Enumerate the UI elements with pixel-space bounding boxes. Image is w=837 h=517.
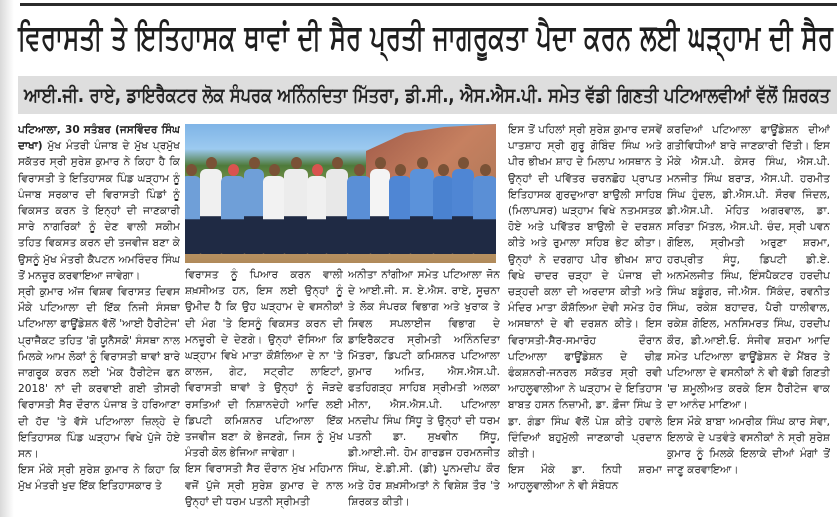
paragraph: ਇਸ ਤੋਂ ਪਹਿਲਾਂ ਸ੍ਰੀ ਸੁਰੇਸ਼ ਕੁਮਾਰ ਦਸਵੇਂ ਪਾਤਸ਼ਾਹ ਸ੍ਰੀ ਗੁਰੂ ਗੋਬਿੰਦ ਸਿੰਘ ਅਤੇ ਪੀਰ ਭੀਖਮ ਸ਼ਾਹ ਦੇ ਮਿਲਾਪ ਅਸਥਾਨ ਤੇ ਉਨ੍ਹਾਂ ਦੀ ਪਵਿੱਤਰ ਚਰਨਛੋਹ ਪ੍ਰਾਪਤ ਇਤਿਹਾਸਕ ਗੁਰਦੁਆਰਾ ਬਾਉਲੀ ਸਾਹਿਬ (ਮਿਲਾਪਸਰ) ਘੜ੍ਹਾਮ ਵਿਖੇ ਨਤਮਸਤਕ ਹੋਏ ਅਤੇ ਪਵਿੱਤਰ ਬਾਉਲੀ ਦੇ ਦਰਸ਼ਨ ਕੀਤੇ ਅਤੇ ਰੁਮਾਲਾ ਸਹਿਬ ਭੇਟ ਕੀਤਾ। ਉਨ੍ਹਾਂ ਨੇ ਦਰਗਾਹ ਪੀਰ ਭੀਖਮ ਸ਼ਾਹ ਵਿਖੇ ਚਾਦਰ ਚੜ੍ਹਾ ਦੇ ਪੰਜਾਬ ਦੀ ਚੜ੍ਹਦੀ ਕਲਾ ਦੀ ਅਰਦਾਸ ਕੀਤੀ ਅਤੇ ਮੰਦਿਰ ਮਾਤਾ ਕੌਸ਼ੱਲਿਆ ਦੇਵੀ ਸਮੇਤ ਹੋਰ ਅਸਥਾਨਾਂ ਦੇ ਵੀ ਦਰਸ਼ਨ ਕੀਤੇ। ਇਸ ਵਿਰਾਸਤੀ-ਸੈਰ-ਸਮਾਰੋਹ ਦੌਰਾਨ ਪਟਿਆਲਾ ਫਾਊਂਡੇਸ਼ਨ ਦੇ ਚੀਫ਼ ਫੰਕਸ਼ਨਰੀ-ਜਨਰਲ ਸਕੱਤਰ ਸ੍ਰੀ ਰਵੀ ਆਹਲੂਵਾਲੀਆ ਨੇ ਘੜ੍ਹਾਮ ਦੇ ਇਤਿਹਾਸ ਬਾਬਤ ਹਸਨ ਨਿਜ਼ਾਮੀ, ਡਾ. ਫ਼ੌਜਾ ਸਿੰਘ ਤੇ ਡਾ. ਗੰਡਾ ਸਿੰਘ ਵੱਲੋਂ ਪੇਸ਼ ਕੀਤੇ ਹਵਾਲੇ ਦਿੰਦਿਆਂ ਬਹੁਮੁੱਲੀ ਜਾਣਕਾਰੀ ਪ੍ਰਦਾਨ ਕੀਤੀ। (508, 124, 662, 461)
photo-person-figure (221, 176, 245, 254)
paragraph: ਵਿਰਾਸਤ ਨੂੰ ਪਿਆਰ ਕਰਨ ਵਾਲੀ ਸ਼ਖ਼ਸੀਅਤ ਹਨ, ਇਸ ਲਈ ਉਨ੍ਹਾਂ ਨੂੰ ਉਮੀਦ ਹੈ ਕਿ ਉਹ ਘੜ੍ਹਾਮ ਦੇ ਵਸਨੀਕਾਂ ਦੀ ਮੰਗ 'ਤੇ ਇਸਨੂੰ ਵਿਕਸਤ ਕਰਨ ਦੀ ਮਨਜ਼ੂਰੀ ਦੇ ਦੇਣਗੇ। ਉਨ੍ਹਾਂ ਦੱਸਿਆ ਕਿ ਘੜ੍ਹਾਮ ਵਿਖੇ ਮਾਤਾ ਕੌਸ਼ੱਲਿਆ ਦੇ ਨਾ 'ਤੇ ਕਾਲਜ, ਗੇਟ, ਸਟ੍ਰੀਟ ਲਾਇਟਾਂ, ਵਿਰਾਸਤੀ ਥਾਵਾਂ ਤੇ ਉਨ੍ਹਾਂ ਨੂੰ ਜੋੜਦੇ ਰਸਤਿਆਂ ਦੀ ਨਿਸ਼ਾਨਦੇਹੀ ਆਦਿ ਲਈ ਡਿਪਟੀ ਕਮਿਸ਼ਨਰ ਪਟਿਆਲਾ ਇੱਕ ਤਜਵੀਜ ਬਣਾ ਕੇ ਭੇਜਣਗੇ, ਜਿਸ ਨੂੰ ਮੁੱਖ ਮੰਤਰੀ ਕੋਲ ਭੇਜਿਆ ਜਾਵੇਗਾ। (185, 269, 343, 460)
photo-person-head (480, 164, 491, 176)
article-photo (185, 124, 496, 263)
top-rule-divider (20, 3, 837, 6)
photo-crowd (185, 154, 496, 254)
photo-person-head (438, 164, 449, 176)
photo-person-figure (433, 176, 453, 254)
photo-person-figure (326, 169, 348, 254)
paragraph (18, 122, 180, 284)
paragraph: ਇਸ ਵਿਰਾਸਤੀ ਸੈਰ ਦੌਰਾਨ ਮੁੱਖ ਮਹਿਮਾਨ ਵਜੋਂ ਪੁੱਜੇ ਸ੍ਰੀ ਸੁਰੇਸ਼ ਕੁਮਾਰ ਦੇ ਨਾਲ ਉਨ੍ਹਾਂ ਦੀ ਧਰਮ ਪਤਨੀ ਸ੍ਰੀਮਤੀ (185, 463, 343, 508)
photo-person-figure (284, 169, 308, 254)
headline: ਵਿਰਾਸਤੀ ਤੇ ਇਤਿਹਾਸਕ ਥਾਵਾਂ ਦੀ ਸੈਰ ਪ੍ਰਤੀ ਜਾਗਰੂਕਤਾ ਪੈਦਾ ਕਰਨ ਲਈ ਘੜ੍ਹਾਮ ਦੀ ਸੈਰ (18, 18, 834, 58)
article-column-4 (508, 122, 662, 517)
article-column-3 (348, 267, 500, 517)
photo-person-figure (389, 176, 411, 254)
paragraph: ਇਸ ਮੌਕੇ ਬਾਬਾ ਅਮਰੀਕ ਸਿੰਘ ਕਾਰ ਸੇਵਾ, ਇਲਾਕੇ ਦੇ ਪਤਵੰਤੇ ਵਸਨੀਕਾਂ ਨੇ ਸ੍ਰੀ ਸੁਰੇਸ਼ ਕੁਮਾਰ ਨੂੰ ਮਿਲਕੇ ਇਲਾਕੇ ਦੀਆਂ ਮੰਗਾਂ ਤੋਂ ਜਾਣੂ ਕਰਵਾਇਆ। (667, 415, 830, 477)
paragraph: ਇਸ ਮੌਕੇ ਡਾ. ਨਿਧੀ ਸ਼ਰਮਾ ਆਹਲੂਵਾਲੀਆ ਨੇ ਵੀ ਸੰਬੋਧਨ (508, 464, 662, 493)
photo-person-head (354, 164, 365, 176)
photo-person-figure (452, 169, 474, 254)
photo-person-head (458, 157, 469, 169)
photo-person-figure (185, 176, 201, 254)
article-column-5 (667, 122, 830, 517)
photo-person-head (417, 157, 428, 169)
paragraph-text: ਮੁੱਖ ਮੰਤਰੀ ਪੰਜਾਬ ਦੇ ਮੁੱਖ ਪ੍ਰਮੁੱਖ ਸਕੱਤਰ ਸ੍ਰੀ ਸੁਰੇਸ਼ ਕੁਮਾਰ ਨੇ ਕਿਹਾ ਹੈ ਕਿ ਵਿਰਾਸਤੀ ਤੇ ਇਤਿਹਾਸਕ ਪਿੰਡ ਘੜ੍ਹਾਮ ਨੂੰ ਪੰਜਾਬ ਸਰਕਾਰ ਦੀ ਵਿਰਾਸਤੀ ਪਿੰਡਾਂ ਨੂੰ ਵਿਕਸਤ ਕਰਨ ਤੇ ਇਨ੍ਹਾਂ ਦੀ ਜਾਣਕਾਰੀ ਸਾਰੇ ਨਾਗਰਿਕਾਂ ਨੂੰ ਦੇਣ ਵਾਲੀ ਸਕੀਮ ਤਹਿਤ ਵਿਕਸਤ ਕਰਨ ਦੀ ਤਜਵੀਜ ਬਣਾ ਕੇ ਉਸਨੂੰ ਮੁੱਖ ਮੰਤਰੀ ਕੈਪਟਨ ਅਮਰਿੰਦਰ ਸਿੰਘ ਤੋਂ ਮਨਜ਼ੂਰ ਕਰਵਾਇਆ ਜਾਵੇਗਾ। (18, 140, 180, 282)
paragraph: ਕਰਦਿਆਂ ਪਟਿਆਲਾ ਫਾਊਂਡੇਸ਼ਨ ਦੀਆਂ ਗਤੀਵਿਧੀਆਂ ਬਾਰੇ ਜਾਣਕਾਰੀ ਦਿੱਤੀ। ਇਸ ਮੌਕੇ ਐਸ.ਪੀ. ਕੇਸਰ ਸਿੰਘ, ਐਸ.ਪੀ. ਮਨਜੀਤ ਸਿੰਘ ਬਰਾੜ, ਐਸ.ਪੀ. ਹਰਮੀਤ ਸਿੰਘ ਹੁੰਦਲ, ਡੀ.ਐਸ.ਪੀ. ਸੌਰਵ ਜਿੰਦਲ, ਡੀ.ਐਸ.ਪੀ. ਮੋਹਿਤ ਅਗਰਵਾਲ, ਡਾ. ਸਰਿਤਾ ਮਿੱਤਲ, ਐਸ.ਪੀ. ਚੰਦ, ਸ੍ਰੀ ਪਵਨ ਗੋਇਲ, ਸ੍ਰੀਮਤੀ ਅਰੁਣਾ ਸ਼ਰਮਾ, ਹਰਪ੍ਰੀਤ ਸੰਧੂ, ਡਿਪਟੀ ਡੀ.ਏ. ਅਨਮੋਲਜੀਤ ਸਿੰਘ, ਇੰਸਪੈਕਟਰ ਹਰਦੀਪ ਸਿੰਘ ਬਡੂੰਗਰ, ਜੀ.ਐਸ. ਸਿੱਕੰਦ, ਰਵਨੀਤ ਸਿੰਘ, ਰਕੇਸ਼ ਬਹਾਦਰ, ਪੈਰੀ ਧਾਲੀਵਾਲ, ਰਕੇਸ਼ ਗੋਇਲ, ਮਨਸਿਮਰਤ ਸਿੰਘ, ਹਰਦੀਪ ਕੌਰ, ਡੀ.ਆਈ.ਓ. ਸੰਜੀਵ ਸ਼ਰਮਾ ਆਦਿ ਸਮੇਤ ਪਟਿਆਲਾ ਫਾਊਂਡੇਸ਼ਨ ਦੇ ਮੈਂਬਰ ਤੇ ਪਟਿਆਲਾ ਦੇ ਵਸਨੀਕਾਂ ਨੇ ਵੀ ਵੱਡੀ ਗਿਣਤੀ 'ਚ ਸ਼ਮੂਲੀਅਤ ਕਰਕੇ ਇਸ ਹੈਰੀਟੇਜ ਵਾਕ ਦਾ ਆਨੰਦ ਮਾਣਿਆ। (667, 124, 830, 412)
photo-person-head (291, 157, 302, 169)
photo-person-figure (473, 176, 496, 254)
photo-person-head (249, 157, 260, 169)
photo-person-figure (263, 176, 285, 254)
photo-person-head (186, 164, 197, 176)
photo-person-figure (410, 169, 434, 254)
photo-person-figure (244, 169, 264, 254)
photo-person-figure (347, 176, 371, 254)
photo-person-figure (307, 176, 327, 254)
paragraph: ਇਸ ਮੌਕੇ ਸ੍ਰੀ ਸੁਰੇਸ਼ ਕੁਮਾਰ ਨੇ ਕਿਹਾ ਕਿ ਮੁੱਖ ਮੰਤਰੀ ਖੁਦ ਇੱਕ ਇਤਿਹਾਸਕਾਰ ਤੇ (18, 464, 180, 493)
paragraph: ਅਨੀਤਾ ਨਾਂਗੀਆ ਸਮੇਤ ਪਟਿਆਲਾ ਜੋਨ ਦੇ ਆਈ.ਜੀ. ਸ. ਏ.ਐਸ. ਰਾਏ, ਸੂਚਨਾ ਤੇ ਲੋਕ ਸੰਪਰਕ ਵਿਭਾਗ ਅਤੇ ਖੁਰਾਕ ਤੇ ਸਿਵਲ ਸਪਲਾਈਜ ਵਿਭਾਗ ਦੇ ਡਾਇਰੈਕਟਰ ਸ੍ਰੀਮਤੀ ਅਨਿੰਨਦਿਤਾ ਮਿੱਤਰਾ, ਡਿਪਟੀ ਕਮਿਸ਼ਨਰ ਪਟਿਆਲਾ ਕੁਮਾਰ ਅਮਿਤ, ਐਸ.ਐਸ.ਪੀ. ਫਤਹਿਗੜ੍ਹ ਸਾਹਿਬ ਸ੍ਰੀਮਤੀ ਅਲਕਾ ਮੀਨਾ, ਐਸ.ਐਸ.ਪੀ. ਪਟਿਆਲਾ ਮਨਦੀਪ ਸਿੰਘ ਸਿੱਧੂ ਤੇ ਉਨ੍ਹਾਂ ਦੀ ਧਰਮ ਪਤਨੀ ਡਾ. ਸੁਖਵੀਨ ਸਿੱਧੂ, ਡੀ.ਆਈ.ਜੀ. ਹੋਮ ਗਾਰਡਜ ਹਰਮਨਜੀਤ ਸਿੰਘ, ਏ.ਡੀ.ਸੀ. (ਡੀ) ਪੂਨਮਦੀਪ ਕੌਰ ਅਤੇ ਹੋਰ ਸ਼ਖ਼ਸੀਅਤਾਂ ਨੇ ਵਿਸ਼ੇਸ਼ ਤੌਰ 'ਤੇ ਸ਼ਿਰਕਤ ਕੀਤੀ। (348, 269, 500, 508)
photo-person-figure (200, 169, 222, 254)
paragraph: ਸ੍ਰੀ ਕੁਮਾਰ ਅੱਜ ਵਿਸ਼ਵ ਵਿਰਾਸਤ ਦਿਵਸ ਮੌਕੇ ਪਟਿਆਲਾ ਦੀ ਇੱਕ ਨਿਜੀ ਸੰਸਥਾ ਪਟਿਆਲਾ ਫਾਊਂਡੇਸ਼ਨ ਵੱਲੋਂ 'ਆਈ ਹੈਰੀਟੇਜ' ਪ੍ਰਾਜੈਕਟ ਤਹਿਤ 'ਗੋ ਯੂਨੈਸਕੋ' ਸੰਸਥਾ ਨਾਲ ਮਿਲਕੇ ਆਮ ਲੋਕਾਂ ਨੂੰ ਵਿਰਾਸਤੀ ਥਾਵਾਂ ਬਾਰੇ ਜਾਗਰੂਕ ਕਰਨ ਲਈ 'ਮੇਕ ਹੈਰੀਟੇਜ ਫਨ 2018' ਨਾਂ ਦੀ ਕਰਵਾਈ ਗਈ ਤੀਸਰੀ ਵਿਰਾਸਤੀ ਸੈਰ ਦੌਰਾਨ ਪੰਜਾਬ ਤੇ ਹਰਿਆਣਾ ਦੀ ਹੱਦ 'ਤੇ ਵੱਸੇ ਪਟਿਆਲਾ ਜ਼ਿਲ੍ਹੇ ਦੇ ਇਤਿਹਾਸਕ ਪਿੰਡ ਘੜ੍ਹਾਮ ਵਿਖੇ ਪੁੱਜੇ ਹੋਏ ਸਨ। (18, 286, 180, 461)
photo-person-head (395, 164, 406, 176)
article-column-2 (185, 267, 343, 517)
dateline: ਪਟਿਆਲਾ, 30 ਸਤੰਬਰ (ਜਸਵਿੰਦਰ ਸਿੰਘ ਦਾਖਾ) (18, 124, 180, 153)
photo-person-head (269, 164, 280, 176)
photo-person-figure (370, 169, 390, 254)
article-column-1 (18, 122, 180, 517)
photo-person-head (228, 164, 239, 176)
photo-person-head (312, 164, 323, 176)
photo-person-head (332, 157, 343, 169)
subheadline: ਆਈ.ਜੀ. ਰਾਏ, ਡਾਇਰੈਕਟਰ ਲੋਕ ਸੰਪਰਕ ਅਨਿੰਨਦਿਤਾ ਮਿੱਤਰਾ, ਡੀ.ਸੀ., ਐਸ.ਐਸ.ਪੀ. ਸਮੇਤ ਵੱਡੀ ਗਿਣਤੀ ਪਟਿਆਲਵੀਆਂ ਵੱਲੋਂ ਸ਼ਿਰਕਤ (24, 83, 831, 107)
photo-person-head (375, 157, 386, 169)
page-edge-shadow (0, 0, 14, 517)
photo-person-head (206, 157, 217, 169)
